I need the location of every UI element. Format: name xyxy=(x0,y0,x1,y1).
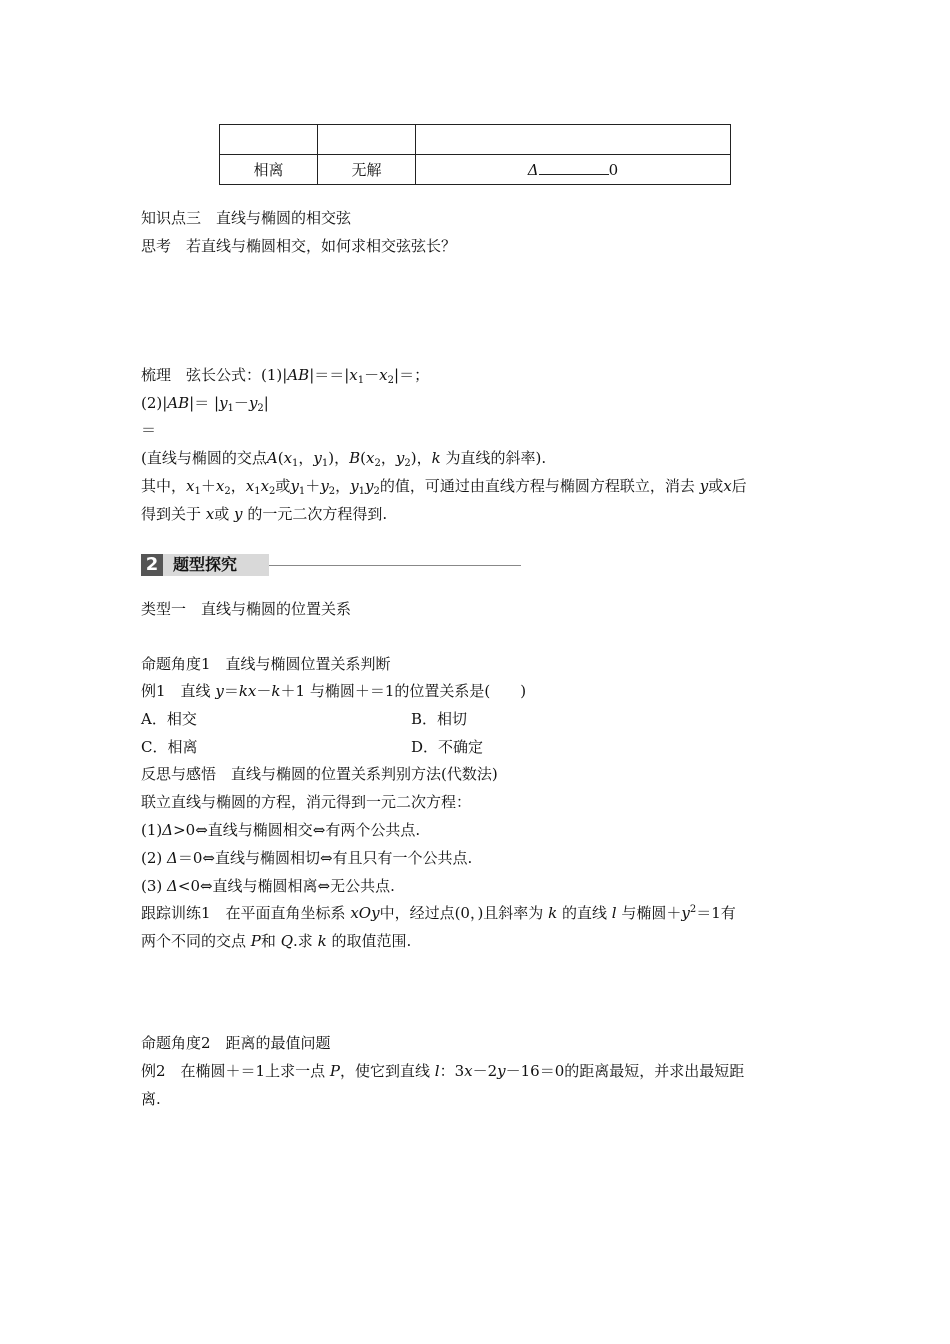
angle-heading: 命题角度1 直线与椭圆位置关系判断 xyxy=(141,655,391,673)
option-d[interactable]: D．不确定 xyxy=(411,738,484,756)
think-question: 思考 若直线与椭圆相交，如何求相交弦弦长？ xyxy=(141,237,457,255)
option-c[interactable]: C．相离 xyxy=(141,738,198,756)
training-text: 的直线 xyxy=(561,904,607,922)
table-cell xyxy=(318,125,416,155)
training-text: 两个不同的交点 xyxy=(141,932,247,950)
para-text: 得到关于 xyxy=(141,505,202,523)
table-cell xyxy=(416,125,731,155)
delta-value: 0 xyxy=(608,161,619,179)
case-text: ＝0⇔直线与椭圆相切⇔有且只有一个公共点. xyxy=(177,849,473,867)
training-text: ＝1有 xyxy=(696,904,736,922)
example-text: ： xyxy=(439,1062,455,1080)
para-text: 其中， xyxy=(141,477,187,495)
reflection-case-3: (3) Δ<0⇔直线与椭圆相离⇔无公共点. xyxy=(141,877,395,895)
paragraph: 其中，$x_1+x_2$，$x_1x_2$或$y_1+y_2$，$y_1y_2$的值，可通过由直线方程与椭圆方程联立，消去 y或x后 xyxy=(141,477,747,497)
para-text: 后 xyxy=(731,477,747,495)
note-text: (直线与椭圆的交点 xyxy=(141,449,267,467)
example-2: 例2 在椭圆＋＝1上求一点 P，使它到直线 l：3x－2y－16＝0的距离最短，并求出最短距 xyxy=(141,1062,745,1080)
example-text: ＝0的距离最短，并求出最短距 xyxy=(539,1062,745,1080)
para-text: 的一元二次方程得到. xyxy=(247,505,388,523)
reflection-case-1: (1)Δ>0⇔直线与椭圆相交⇔有两个公共点. xyxy=(141,821,421,839)
para-text: 的值，可通过由直线方程与椭圆方程联立，消去 xyxy=(379,477,695,495)
training-1-line-2: 两个不同的交点 P和 Q.求 k 的取值范围. xyxy=(141,932,412,950)
answer-blank[interactable] xyxy=(539,160,609,175)
note-text: 为直线的斜率). xyxy=(445,449,547,467)
para-text: 或 xyxy=(708,477,724,495)
relation-table xyxy=(219,124,731,185)
formula-index: (1) xyxy=(261,366,283,384)
example-text: 例2 在椭圆＋＝1上求一点 xyxy=(141,1062,326,1080)
formula-line-1: 梳理 弦长公式：$(1)|AB|==|x_1-x_2|=$； xyxy=(141,366,430,386)
example-text: 与椭圆＋＝1的位置关系是( ) xyxy=(309,682,527,700)
case-text: >0⇔直线与椭圆相交⇔有两个公共点. xyxy=(173,821,421,839)
formula-tail: ＝； xyxy=(399,366,430,384)
angle-heading-2: 命题角度2 距离的最值问题 xyxy=(141,1034,331,1052)
formula-index: (2) xyxy=(141,394,163,412)
training-text: .求 xyxy=(293,932,313,950)
section-divider xyxy=(269,565,521,566)
formula-line-3: ＝ xyxy=(141,421,157,439)
case-index: (1) xyxy=(141,821,163,839)
option-a[interactable]: A．相交 xyxy=(141,710,197,728)
section-banner xyxy=(141,552,521,578)
case-text: <0⇔直线与椭圆相离⇔无公共点. xyxy=(177,877,395,895)
section-heading: 知识点三 直线与椭圆的相交弦 xyxy=(141,209,352,227)
training-text: 与椭圆＋ xyxy=(621,904,682,922)
example-1: 例1 直线 y＝kx－k＋1 与椭圆＋＝1的位置关系是( ) xyxy=(141,682,527,700)
option-b[interactable]: B．相切 xyxy=(411,710,468,728)
section-number: 2 xyxy=(141,554,163,576)
table-cell xyxy=(220,125,318,155)
example-2-line-2: 离. xyxy=(141,1090,161,1108)
training-text: 的取值范围. xyxy=(331,932,412,950)
table-cell-solution: 无解 xyxy=(318,155,416,185)
section-title: 题型探究 xyxy=(163,554,269,576)
example-text: ，使它到直线 xyxy=(339,1062,430,1080)
formula-line-2: $(2)|AB|= |y_1-y_2|$ xyxy=(141,394,269,414)
delta-symbol: Δ xyxy=(527,161,539,179)
reflection-case-2: (2) Δ＝0⇔直线与椭圆相切⇔有且只有一个公共点. xyxy=(141,849,473,867)
type-heading: 类型一 直线与椭圆的位置关系 xyxy=(141,600,352,618)
table-row xyxy=(220,155,731,185)
reflection-heading: 反思与感悟 直线与椭圆的位置关系判别方法(代数法) xyxy=(141,765,498,783)
paragraph: 得到关于 x或 y 的一元二次方程得到. xyxy=(141,505,388,523)
table-row xyxy=(220,125,731,155)
training-text: 和 xyxy=(260,932,276,950)
training-text: 中，经过点(0，)且斜率为 xyxy=(379,904,544,922)
example-label: 例1 直线 xyxy=(141,682,211,700)
table-cell-relation: 相离 xyxy=(220,155,318,185)
formula-note: (直线与椭圆的交点$A(x_1$，$y_1$)，$B(x_2$，$y_2$)，k 为直线的斜率). xyxy=(141,449,547,469)
training-1: 跟踪训练1 在平面直角坐标系 xOy中，经过点(0，)且斜率为 k 的直线 l 与椭圆$+y^2=1$有 xyxy=(141,904,736,922)
table-cell-delta xyxy=(416,155,731,185)
reflection-intro: 联立直线与椭圆的方程，消元得到一元二次方程： xyxy=(141,793,472,811)
summary-label: 梳理 弦长公式： xyxy=(141,366,262,384)
case-index: (2) xyxy=(141,849,163,867)
training-text: 跟踪训练1 在平面直角坐标系 xyxy=(141,904,346,922)
case-index: (3) xyxy=(141,877,163,895)
